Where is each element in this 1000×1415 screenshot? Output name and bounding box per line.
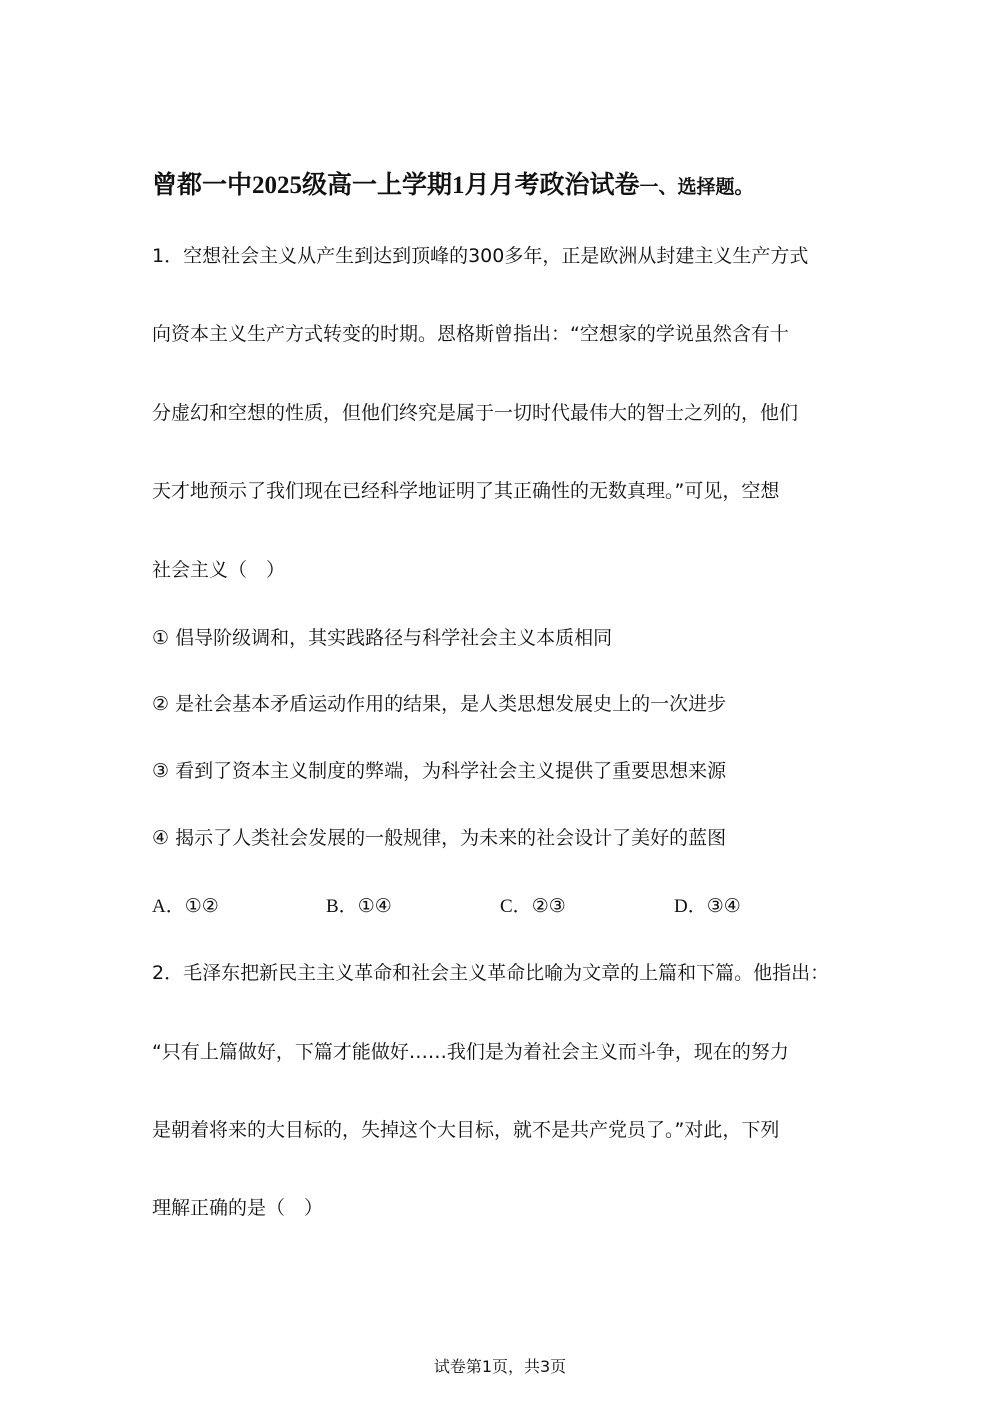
exam-title-line: [152, 168, 754, 205]
option-c: [500, 892, 566, 921]
option-c-key: C．: [500, 896, 532, 917]
section-heading: 一、选择题。: [639, 176, 754, 198]
option-d-key: D．: [674, 896, 707, 917]
question-1-statement-2: ② 是社会基本矛盾运动作用的结果，是人类思想发展史上的一次进步: [152, 693, 727, 715]
question-1-statement-4: ④ 揭示了人类社会发展的一般规律，为未来的社会设计了美好的蓝图: [152, 827, 727, 849]
question-1-line-3: 分虚幻和空想的性质，但他们终究是属于一切时代最伟大的智士之列的，他们: [152, 402, 799, 424]
question-1-line-5: 社会主义（ ）: [152, 559, 286, 581]
option-c-value: ②③: [531, 895, 566, 917]
page-footer: 试卷第1页，共3页: [433, 1357, 567, 1376]
option-b-key: B．: [326, 896, 358, 917]
question-1-statement-1: ① 倡导阶级调和，其实践路径与科学社会主义本质相同: [152, 627, 613, 649]
option-d-value: ③④: [706, 895, 741, 917]
option-a: [152, 892, 219, 921]
option-a-value: ①②: [184, 895, 219, 917]
question-2-line-2: “只有上篇做好，下篇才能做好……我们是为着社会主义而斗争，现在的努力: [152, 1041, 789, 1063]
option-a-key: A．: [152, 896, 185, 917]
question-1-line-2: 向资本主义生产方式转变的时期。恩格斯曾指出：“空想家的学说虽然含有十: [152, 323, 789, 345]
option-b-value: ①④: [357, 895, 392, 917]
exam-title: 曾都一中2025级高一上学期1月月考政治试卷: [152, 172, 640, 199]
question-2-line-3: 是朝着将来的大目标的，失掉这个大目标，就不是共产党员了。”对此，下列: [152, 1119, 780, 1141]
question-1-options: [152, 892, 872, 920]
question-2-line-4: 理解正确的是（ ）: [152, 1197, 324, 1219]
option-d: [674, 892, 741, 921]
question-1-line-4: 天才地预示了我们现在已经科学地证明了其正确性的无数真理。”可见，空想: [152, 480, 780, 502]
option-b: [326, 892, 392, 921]
question-1-statement-3: ③ 看到了资本主义制度的弊端，为科学社会主义提供了重要思想来源: [152, 760, 727, 782]
question-2-line-1: 2．毛泽东把新民主主义革命和社会主义革命比喻为文章的上篇和下篇。他指出：: [152, 962, 830, 984]
question-1-line-1: 1．空想社会主义从产生到达到顶峰的300多年，正是欧洲从封建主义生产方式: [152, 245, 809, 267]
